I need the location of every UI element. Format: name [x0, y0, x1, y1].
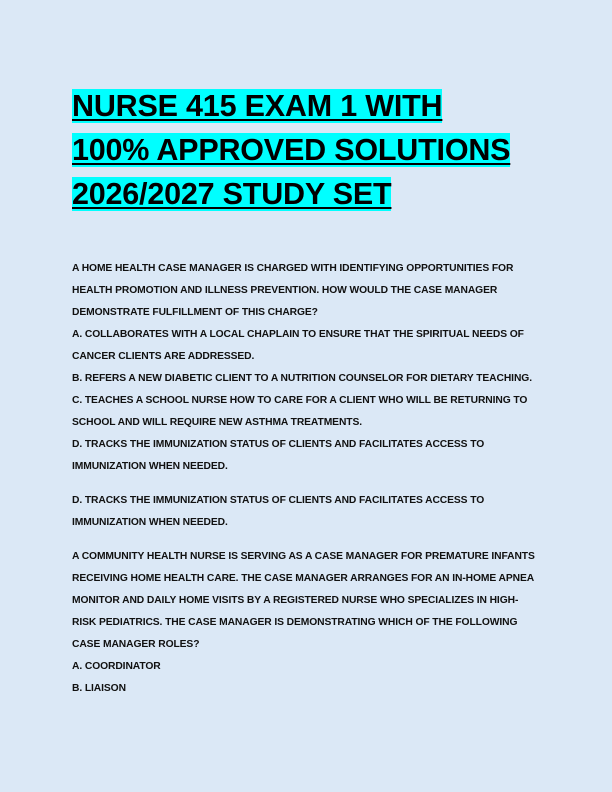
- question-block: [72, 546, 542, 700]
- title-line: 2026/2027 STUDY SET: [72, 177, 392, 211]
- question-text: A COMMUNITY HEALTH NURSE IS SERVING AS A CASE MANAGER FOR PREMATURE INFANTS RECEIVING HOME HEALTH CARE. THE CASE MANAGER ARRANGES FOR AN IN-HOME APNEA MONITOR AND DAILY HOME VISITS BY A REGISTERED NURSE WHO SPECIALIZES IN HIGH-RISK PEDIATRICS. THE CASE MANAGER IS DEMONSTRATING WHICH OF THE FOLLOWING CASE MANAGER ROLES?: [72, 551, 535, 650]
- question-block: [72, 258, 542, 478]
- correct-answer: D. TRACKS THE IMMUNIZATION STATUS OF CLIENTS AND FACILITATES ACCESS TO IMMUNIZATION WHEN NEEDED.: [72, 495, 485, 528]
- title-line: 100% APPROVED SOLUTIONS: [72, 133, 511, 167]
- answer-option: A. COLLABORATES WITH A LOCAL CHAPLAIN TO ENSURE THAT THE SPIRITUAL NEEDS OF CANCER CLIENTS ARE ADDRESSED.: [72, 329, 524, 362]
- question-text: A HOME HEALTH CASE MANAGER IS CHARGED WITH IDENTIFYING OPPORTUNITIES FOR HEALTH PROMOTION AND ILLNESS PREVENTION. HOW WOULD THE CASE MANAGER DEMONSTRATE FULFILLMENT OF THIS CHARGE?: [72, 263, 514, 318]
- title-line: NURSE 415 EXAM 1 WITH: [72, 89, 443, 123]
- answer-option: D. TRACKS THE IMMUNIZATION STATUS OF CLIENTS AND FACILITATES ACCESS TO IMMUNIZATION WHEN NEEDED.: [72, 439, 485, 472]
- document-body: [72, 258, 542, 700]
- answer-option: A. COORDINATOR: [72, 661, 161, 672]
- answer-option: C. TEACHES A SCHOOL NURSE HOW TO CARE FOR A CLIENT WHO WILL BE RETURNING TO SCHOOL AND WILL REQUIRE NEW ASTHMA TREATMENTS.: [72, 395, 528, 428]
- answer-option: B. LIAISON: [72, 683, 126, 694]
- document-title: [72, 84, 542, 216]
- answer-option: B. REFERS A NEW DIABETIC CLIENT TO A NUTRITION COUNSELOR FOR DIETARY TEACHING.: [72, 373, 532, 384]
